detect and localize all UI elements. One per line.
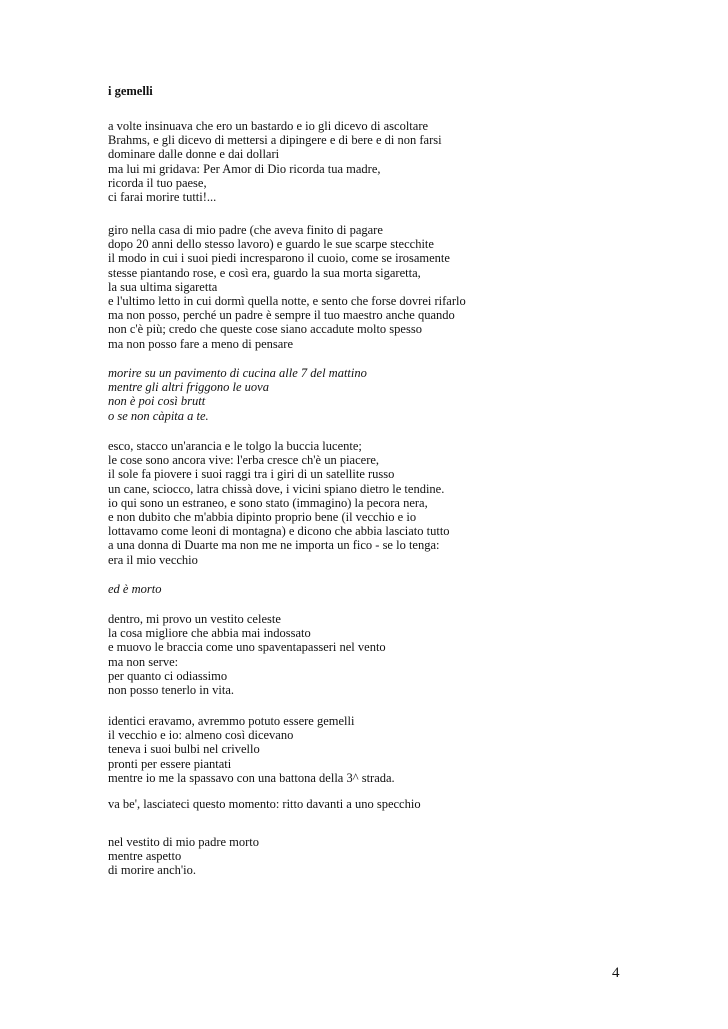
- stanza: [108, 439, 450, 567]
- stanza: [108, 366, 367, 423]
- poem-line: il sole fa piovere i suoi raggi tra i giri di un satellite russo: [108, 467, 395, 482]
- poem-line: ci farai morire tutti!...: [108, 189, 217, 204]
- poem-line: dominare dalle donne e dai dollari: [108, 147, 280, 162]
- poem-line: il vecchio e io: almeno così dicevano: [108, 728, 294, 743]
- poem-line: mentre gli altri friggono le uova: [108, 380, 269, 395]
- poem-line: il modo in cui i suoi piedi incresparono il cuoio, come se irosamente: [108, 251, 450, 266]
- poem-line: identici eravamo, avremmo potuto essere gemelli: [108, 714, 355, 728]
- poem-line: e muovo le braccia come uno spaventapasseri nel vento: [108, 640, 386, 655]
- poem-line: dentro, mi provo un vestito celeste: [108, 612, 281, 626]
- poem-line: pronti per essere piantati: [108, 756, 232, 771]
- poem-line: giro nella casa di mio padre (che aveva finito di pagare: [108, 223, 383, 237]
- poem-line: o se non càpita a te.: [108, 408, 209, 423]
- poem-line: non è poi così brutt: [108, 394, 206, 409]
- poem-line: e non dubito che m'abbia dipinto proprio bene (il vecchio e io: [108, 509, 417, 524]
- stanza: [108, 835, 259, 878]
- poem-line: le cose sono ancora vive: l'erba cresce ch'è un piacere,: [108, 453, 380, 468]
- poem-line: va be', lasciateci questo momento: ritto davanti a uno specchio: [108, 797, 421, 811]
- poem-line: lottavamo come leoni di montagna) e dicono che abbia lasciato tutto: [108, 524, 450, 539]
- stanza: [108, 612, 386, 697]
- stanza: [108, 714, 395, 785]
- poem-line: stesse piantando rose, e così era, guardo la sua morta sigaretta,: [108, 265, 421, 280]
- stanza: [108, 582, 161, 596]
- poem-line: dopo 20 anni dello stesso lavoro) e guardo le sue scarpe stecchite: [108, 237, 434, 252]
- poem-line: Brahms, e gli dicevo di mettersi a dipingere e di bere e di non farsi: [108, 133, 442, 148]
- poem-line: io qui sono un estraneo, e sono stato (immagino) la pecora nera,: [108, 495, 428, 510]
- poem-line: ma lui mi gridava: Per Amor di Dio ricorda tua madre,: [108, 161, 381, 176]
- poem-line: e l'ultimo letto in cui dormì quella notte, e sento che forse dovrei rifarlo: [108, 293, 466, 308]
- poem-line: la sua ultima sigaretta: [108, 279, 218, 294]
- poem-line: ma non posso fare a meno di pensare: [108, 336, 294, 351]
- poem-line: a una donna di Duarte ma non me ne importa un fico - se lo tenga:: [108, 538, 440, 553]
- poem-line: per quanto ci odiassimo: [108, 668, 228, 683]
- poem-line: ma non posso, perché un padre è sempre il tuo maestro anche quando: [108, 308, 455, 323]
- poem-line: di morire anch'io.: [108, 863, 196, 878]
- poem-line: esco, stacco un'arancia e le tolgo la buccia lucente;: [108, 439, 362, 453]
- poem-line: era il mio vecchio: [108, 552, 198, 567]
- poem-line: ed è morto: [108, 582, 162, 596]
- stanza: [108, 223, 466, 351]
- poem-line: ma non serve:: [108, 654, 179, 669]
- poem-line: ricorda il tuo paese,: [108, 175, 207, 190]
- poem-title: i gemelli: [108, 84, 153, 98]
- poem-line: a volte insinuava che ero un bastardo e io gli dicevo di ascoltare: [108, 119, 429, 133]
- poem-line: non c'è più; credo che queste cose siano accadute molto spesso: [108, 322, 422, 337]
- poem-line: mentre aspetto: [108, 849, 182, 864]
- poem-line: nel vestito di mio padre morto: [108, 835, 260, 849]
- page-number: 4: [612, 965, 620, 981]
- poem-line: la cosa migliore che abbia mai indossato: [108, 626, 311, 641]
- stanza: [108, 119, 442, 204]
- poem-line: non posso tenerlo in vita.: [108, 682, 235, 697]
- poem-line: morire su un pavimento di cucina alle 7 del mattino: [108, 366, 367, 380]
- poem-line: un cane, sciocco, latra chissà dove, i vicini spiano dietro le tendine.: [108, 481, 445, 496]
- poem-line: teneva i suoi bulbi nel crivello: [108, 742, 260, 757]
- stanza: [108, 797, 421, 811]
- poem-line: mentre io me la spassavo con una battona della 3^ strada.: [108, 770, 395, 785]
